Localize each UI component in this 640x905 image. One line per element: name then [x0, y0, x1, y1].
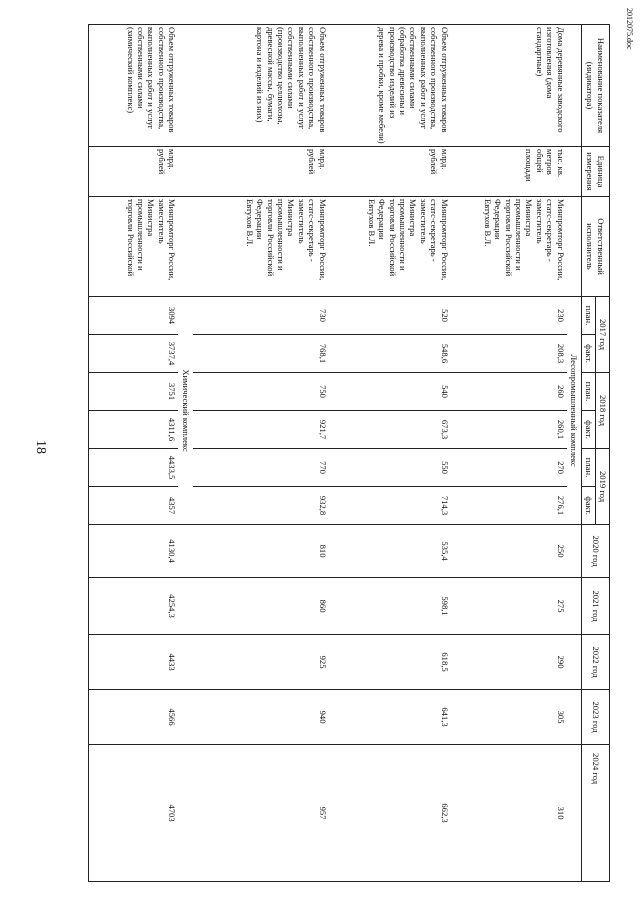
value-2020: 250	[451, 525, 567, 578]
value-2024: 310	[451, 745, 567, 882]
plan-2018: 3751	[88, 373, 178, 411]
table-row	[451, 25, 567, 882]
responsible: Минпромторг России, статс-секретарь - заместитель Министра промышленности и торговли Российской Федерации Евтухов В.Л.	[193, 197, 329, 297]
value-2021: 4254,3	[88, 578, 178, 635]
plan-2017: 3094	[88, 297, 178, 335]
plan-2019: 550	[329, 449, 451, 487]
header-indicator-name: Наименование показателя (индикатора)	[582, 25, 610, 147]
value-2021: 275	[451, 578, 567, 635]
value-2024: 662,3	[329, 745, 451, 882]
header-2019-fact: факт.	[582, 487, 596, 525]
table-row	[193, 25, 329, 882]
plan-2017: 520	[329, 297, 451, 335]
fact-2017: 768,1	[193, 335, 329, 373]
header-2024: 2024 год	[582, 745, 610, 882]
header-2017-fact: факт.	[582, 335, 596, 373]
fact-2019: 714,3	[329, 487, 451, 525]
header-2017: 2017 год	[596, 297, 610, 373]
value-2021: 860	[193, 578, 329, 635]
fact-2018: 673,3	[329, 411, 451, 449]
value-2022: 4433	[88, 635, 178, 690]
indicator-name: Объем отгруженных товаров собственного производства, выполненных работ и услуг собственными силами (химический комплекс)	[88, 25, 178, 147]
indicators-table	[88, 24, 610, 882]
value-2021: 598,1	[329, 578, 451, 635]
responsible: Минпромторг России, статс-секретарь - заместитель Министра промышленности и торговли Российской Федерации Евтухов В.Л.	[451, 197, 567, 297]
header-2021: 2021 год	[582, 578, 610, 635]
responsible: Минпромторг России, статс-секретарь - заместитель Министра промышленности и торговли Российской Федерации Евтухов В.Л.	[329, 197, 451, 297]
plan-2018: 750	[193, 373, 329, 411]
plan-2017: 230	[451, 297, 567, 335]
value-2022: 290	[451, 635, 567, 690]
header-2019: 2019 год	[596, 449, 610, 525]
fact-2018: 921,7	[193, 411, 329, 449]
header-2018: 2018 год	[596, 373, 610, 449]
document-footer: 2012075.doc	[625, 8, 634, 50]
fact-2017: 548,6	[329, 335, 451, 373]
value-2022: 925	[193, 635, 329, 690]
plan-2018: 540	[329, 373, 451, 411]
fact-2019: 4357	[88, 487, 178, 525]
indicator-name: Дома деревянные заводского изготовления (дома стандартные)	[451, 25, 567, 147]
plan-2018: 260	[451, 373, 567, 411]
responsible: Минпромторг России, заместитель Министра промышленности и торговли Российской	[88, 197, 178, 297]
unit: млрд. рублей	[329, 147, 451, 197]
section-chemical: Химический комплекс	[178, 297, 192, 525]
table-row	[329, 25, 451, 882]
unit: тыс. кв. метров общей площади	[451, 147, 567, 197]
header-2020: 2020 год	[582, 525, 610, 578]
value-2020: 4130,4	[88, 525, 178, 578]
unit: млрд. рублей	[193, 147, 329, 197]
value-2023: 940	[193, 690, 329, 745]
indicator-name: Объем отгруженных товаров собственного производства, выполненных работ и услуг собственными силами (обработка древесины и производство изделий из дерева и пробки, кроме мебели)	[329, 25, 451, 147]
plan-2019: 4433,5	[88, 449, 178, 487]
plan-2019: 270	[451, 449, 567, 487]
page-number: 18	[33, 440, 48, 454]
value-2024: 4703	[88, 745, 178, 882]
value-2024: 957	[193, 745, 329, 882]
fact-2017: 3737,4	[88, 335, 178, 373]
fact-2017: 208,3	[451, 335, 567, 373]
section-forestry: Лесопромышленный комплекс	[567, 297, 582, 525]
header-responsible: Ответственный исполнитель	[582, 197, 610, 297]
value-2023: 305	[451, 690, 567, 745]
unit: млрд. рублей	[88, 147, 178, 197]
plan-2019: 770	[193, 449, 329, 487]
header-2018-fact: факт.	[582, 411, 596, 449]
header-2017-plan: план.	[582, 297, 596, 335]
value-2020: 810	[193, 525, 329, 578]
header-2018-plan: план.	[582, 373, 596, 411]
value-2023: 4566	[88, 690, 178, 745]
header-2022: 2022 год	[582, 635, 610, 690]
table-row	[88, 25, 178, 882]
fact-2018: 4311,6	[88, 411, 178, 449]
fact-2019: 932,8	[193, 487, 329, 525]
value-2020: 535,4	[329, 525, 451, 578]
value-2022: 618,5	[329, 635, 451, 690]
header-2019-plan: план.	[582, 449, 596, 487]
header-unit: Единица измерения	[582, 147, 610, 197]
plan-2017: 730	[193, 297, 329, 335]
header-2023: 2023 год	[582, 690, 610, 745]
indicator-name: Объем отгруженных товаров собственного производства, выполненных работ и услуг собственными силами (производство целлюлозы, древесной массы, бумаги, картона и изделий из них)	[193, 25, 329, 147]
value-2023: 641,3	[329, 690, 451, 745]
fact-2018: 260,1	[451, 411, 567, 449]
fact-2019: 276,1	[451, 487, 567, 525]
